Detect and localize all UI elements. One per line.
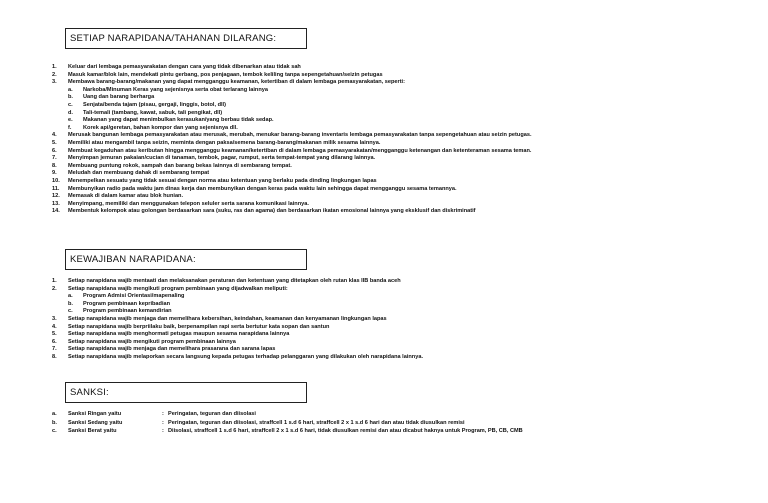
item-marker: 14.	[52, 208, 60, 215]
item-text: Program pembinaan kemandirian	[83, 308, 172, 315]
list-item	[52, 148, 532, 156]
list-item	[52, 201, 532, 209]
sanksi-label: Sanksi Ringan yaitu	[68, 411, 122, 417]
list-item	[52, 286, 423, 294]
item-text: Setiap narapidana wajib menghormati petugas maupun sesama narapidana lainnya	[68, 331, 290, 338]
list-item	[52, 132, 532, 140]
item-marker: 3.	[52, 79, 57, 86]
item-text: Senjata/benda tajam (pisau, gergaji, linggis, botol, dll)	[83, 101, 226, 108]
list-item	[52, 140, 532, 148]
item-text: Setiap narapidana wajib berpriilaku baik, berpenampilan rapi serta bertutur kata sopan dan santun	[68, 323, 330, 330]
item-marker: 8.	[52, 162, 57, 169]
item-marker: 2.	[52, 71, 57, 78]
item-text: Membuat kegaduhan atau keributan hingga mengganggu keamanan/ketertiban di dalam lembaga pemasyarakatan/mengganggu ketenangan dan ketenteraman sesama teman.	[68, 147, 532, 154]
sanksi-marker: b.	[52, 419, 57, 426]
item-marker: 12.	[52, 193, 60, 200]
item-marker: a.	[68, 86, 73, 93]
list-item	[52, 170, 532, 178]
item-marker: 4.	[52, 132, 57, 139]
list-item	[52, 178, 532, 186]
item-marker: 7.	[52, 346, 57, 353]
sanksi-separator: :	[162, 419, 164, 426]
sub-list-item	[52, 125, 532, 133]
list-item	[52, 72, 532, 80]
item-text: Membawa barang-barang/makanan yang dapat mengganggu keamanan, ketertiban di dalam lembaga pemasyarakatan, seperti:	[68, 79, 405, 86]
item-marker: 10.	[52, 177, 60, 184]
item-marker: 2.	[52, 285, 57, 292]
sanksi-label: Sanksi Berat yaitu	[68, 428, 117, 435]
item-marker: 4.	[52, 323, 57, 330]
sanksi-marker: a.	[52, 411, 57, 417]
item-text: Setiap narapidana wajib melaporkan secara langsung kepada petugas terhadap pelanggaran yang dilakukan oleh narapidana lainnya.	[68, 353, 424, 360]
item-marker: b.	[68, 300, 73, 307]
sanksi-item	[52, 410, 523, 419]
item-text: Membentuk kelompok atau golongan berdasarkan sara (suku, ras dan agama) dan berdasarkan ikatan emosional lainnya yang eksklusif dan diskriminatif	[68, 208, 476, 215]
sanksi-text: Diisolasi, straffcell 1 s.d 6 hari, straffcell 2 x 1 s.d 6 hari, tidak diusulkan remisi dan atau dicabut haknya untuk Program, PB, CB, CMB	[168, 428, 523, 435]
list-item	[52, 208, 532, 216]
item-marker: 7.	[52, 155, 57, 162]
sub-list-item	[52, 110, 532, 118]
list-item	[52, 163, 532, 171]
list-item	[52, 278, 423, 286]
item-marker: f.	[68, 124, 72, 131]
list-item	[52, 354, 423, 362]
item-text: Memasak di dalam kamar atau blok hunian.	[68, 193, 184, 200]
item-text: Keluar dari lembaga pemasyarakatan dengan cara yang tidak dibenarkan atau tidak sah	[68, 64, 301, 70]
list-item	[52, 339, 423, 347]
item-text: Merusak bangunan lembaga pemasyarakatan atau merusak, merubah, menukar barang-barang inventaris lembaga pemasyarakatan tanpa sepengetahuan atau seizin petugas.	[68, 132, 532, 139]
dilarang-list	[52, 64, 532, 216]
list-item	[52, 346, 423, 354]
sanksi-text: Peringatan, teguran dan diisolasi	[168, 411, 256, 417]
list-item	[52, 331, 423, 339]
item-marker: a.	[68, 293, 73, 300]
item-text: Setiap narapidana wajib mengikuti program pembinaan yang dijadwalkan meliputi:	[68, 285, 288, 292]
sub-list-item	[52, 308, 423, 316]
item-marker: 1.	[52, 64, 57, 70]
sanksi-item	[52, 427, 523, 436]
item-text: Program pembinaan kepribadian	[83, 300, 171, 307]
item-text: Makanan yang dapat menimbulkan kerasukan/yang berbau tidak sedap.	[83, 117, 274, 124]
item-text: Setiap narapidana wajib mengikuti program pembinaan lainnya	[68, 338, 236, 345]
item-marker: 3.	[52, 315, 57, 322]
sub-list-item	[52, 102, 532, 110]
item-marker: 1.	[52, 278, 57, 284]
sanksi-heading: SANKSI:	[65, 382, 307, 403]
item-text: Korek api/geretan, bahan kompor dan yang sejenisnya dll.	[83, 124, 238, 131]
item-marker: c.	[68, 101, 73, 108]
item-text: Setiap narapidana wajib menjaga dan memelihara prasarana dan sarana lapas	[68, 346, 276, 353]
list-item	[52, 155, 532, 163]
item-marker: 9.	[52, 170, 57, 177]
item-text: Membunyikan radio pada waktu jam dinas kerja dan membunyikan dengan keras pada waktu lain sehingga dapat mengganggu sesama temannya.	[68, 185, 457, 192]
sub-list-item	[52, 117, 532, 125]
sub-list-item	[52, 301, 423, 309]
item-text: Setiap narapidana wajib mentaati dan melaksanakan peraturan dan ketentuan yang ditetapkan oleh rutan klas IIB banda aceh	[68, 278, 401, 284]
sub-list-item	[52, 94, 532, 102]
sanksi-item	[52, 419, 523, 428]
item-text: Setiap narapidana wajib menjaga dan memelihara kebersihan, keindahan, keamanan dan kenyamanan lingkungan lapas	[68, 315, 387, 322]
list-item	[52, 193, 532, 201]
item-text: Memiliki atau mengambil tanpa seizin, meminta dengan paksa/semena barang-barang/makanan milik sesama lainnya.	[68, 139, 381, 146]
list-item	[52, 324, 423, 332]
sanksi-label: Sanksi Sedang yaitu	[68, 419, 123, 426]
item-marker: 5.	[52, 139, 57, 146]
item-marker: 5.	[52, 331, 57, 338]
sanksi-text: Peringatan, teguran dan diisolasi, straffcell 1 s.d 6 hari, straffcell 2 x 1 s.d 6 hari dan atau tidak diusulkan remisi	[168, 419, 465, 426]
list-item	[52, 316, 423, 324]
item-text: Menempelkan sesuatu yang tidak sesuai dengan norma atau ketentuan yang berlaku pada dinding lingkungan lapas	[68, 177, 377, 184]
kewajiban-list	[52, 278, 423, 362]
sanksi-separator: :	[162, 411, 164, 417]
item-marker: c.	[68, 308, 73, 315]
sanksi-marker: c.	[52, 428, 57, 435]
item-marker: e.	[68, 117, 73, 124]
item-marker: b.	[68, 94, 73, 101]
item-marker: d.	[68, 109, 73, 116]
item-text: Tali-temali (tambang, kawat, sabuk, tali pengikat, dll)	[83, 109, 223, 116]
item-text: Uang dan barang berharga	[83, 94, 155, 101]
sanksi-list	[52, 410, 523, 436]
item-text: Menyimpang, memiliki dan menggunakan telepon seluler serta sarana komunikasi lainnya.	[68, 200, 309, 207]
dilarang-heading: SETIAP NARAPIDANA/TAHANAN DILARANG:	[65, 28, 307, 49]
item-text: Menyimpan jemuran pakaian/cucian di tanaman, tembok, pagar, rumput, serta tempat-tempat yang dilarang lainnya.	[68, 155, 376, 162]
item-marker: 11.	[52, 185, 60, 192]
item-text: Meludah dan membuang dahak di sembarang tempat	[68, 170, 210, 177]
sanksi-separator: :	[162, 428, 164, 435]
sub-list-item	[52, 293, 423, 301]
item-text: Narkoba/Minuman Keras yang sejenisnya serta obat terlarang lainnya	[83, 86, 268, 93]
list-item	[52, 79, 532, 87]
item-marker: 6.	[52, 147, 57, 154]
item-marker: 6.	[52, 338, 57, 345]
item-marker: 13.	[52, 200, 60, 207]
kewajiban-heading: KEWAJIBAN NARAPIDANA:	[65, 249, 307, 270]
item-text: Membuang puntung rokok, sampah dan barang bekas lainnya di sembarang tempat.	[68, 162, 292, 169]
item-text: Masuk kamar/blok lain, mendekati pintu gerbang, pos penjagaan, tembok keliling tanpa sepengetahuan/seizin petugas	[68, 71, 383, 78]
list-item	[52, 64, 532, 72]
item-text: Program Admisi Orientasi/mapenaling	[83, 293, 185, 300]
list-item	[52, 186, 532, 194]
item-marker: 8.	[52, 353, 57, 360]
sub-list-item	[52, 87, 532, 95]
